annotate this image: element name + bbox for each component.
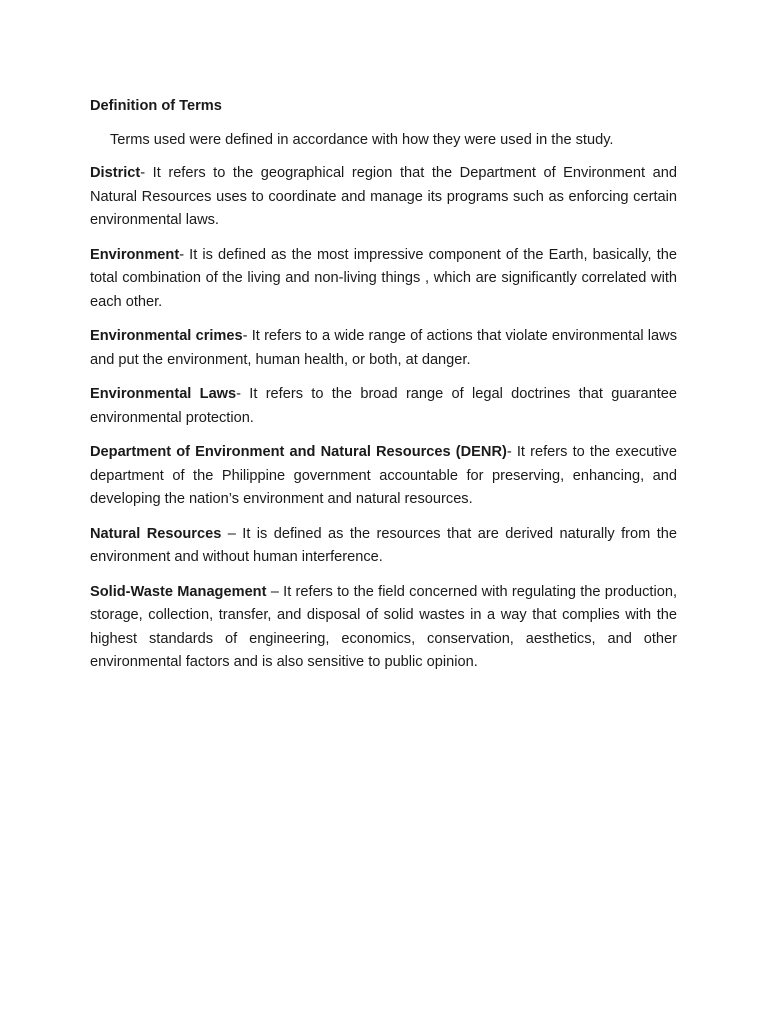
definition-natural-resources bbox=[90, 523, 677, 570]
term-definition: – It refers to the field concerned with regulating the production, storage, collection, transfer, and disposal of solid wastes in a way that complies with the highest standards of engineering, economics, conservation, aesthetics, and other environmental factors and is also sensitive to public opinion. bbox=[90, 583, 678, 670]
definition-denr bbox=[90, 441, 677, 512]
definition-environmental-laws bbox=[90, 383, 677, 430]
term-definition: - It is defined as the most impressive component of the Earth, basically, the total combination of the living and non-living things , which are significantly correlated with each other. bbox=[90, 246, 677, 310]
term-label: Solid-Waste Management bbox=[90, 583, 267, 600]
term-label: Environmental crimes bbox=[90, 328, 243, 344]
term-definition: - It refers to the geographical region that the Department of Environment and Natural Resources uses to coordinate and manage its programs such as enforcing certain environmental laws. bbox=[90, 165, 677, 228]
term-definition: - It refers to the broad range of legal doctrines that guarantee environmental protection. bbox=[90, 386, 677, 426]
intro-paragraph: Terms used were defined in accordance with how they were used in the study. bbox=[110, 131, 614, 148]
term-definition: - It refers to a wide range of actions that violate environmental laws and put the environment, human health, or both, at danger. bbox=[90, 328, 678, 368]
term-label: Environment bbox=[90, 246, 180, 263]
term-definition: - It refers to the executive department of the Philippine government accountable for preserving, enhancing, and developing the nation’s environment and natural resources. bbox=[90, 444, 677, 507]
term-label: Department of Environment and Natural Resources (DENR) bbox=[90, 444, 507, 460]
term-definition: – It is defined as the resources that are derived naturally from the environment and without human interference. bbox=[90, 525, 677, 565]
definition-environment bbox=[90, 244, 677, 315]
definition-solid-waste-management bbox=[90, 581, 677, 675]
definition-environmental-crimes bbox=[90, 325, 677, 372]
document-body bbox=[90, 95, 677, 686]
section-heading: Definition of Terms bbox=[90, 98, 222, 114]
term-label: Environmental Laws bbox=[90, 386, 237, 402]
term-label: Natural Resources bbox=[90, 525, 222, 542]
term-label: District bbox=[90, 165, 141, 181]
definition-district bbox=[90, 162, 677, 233]
